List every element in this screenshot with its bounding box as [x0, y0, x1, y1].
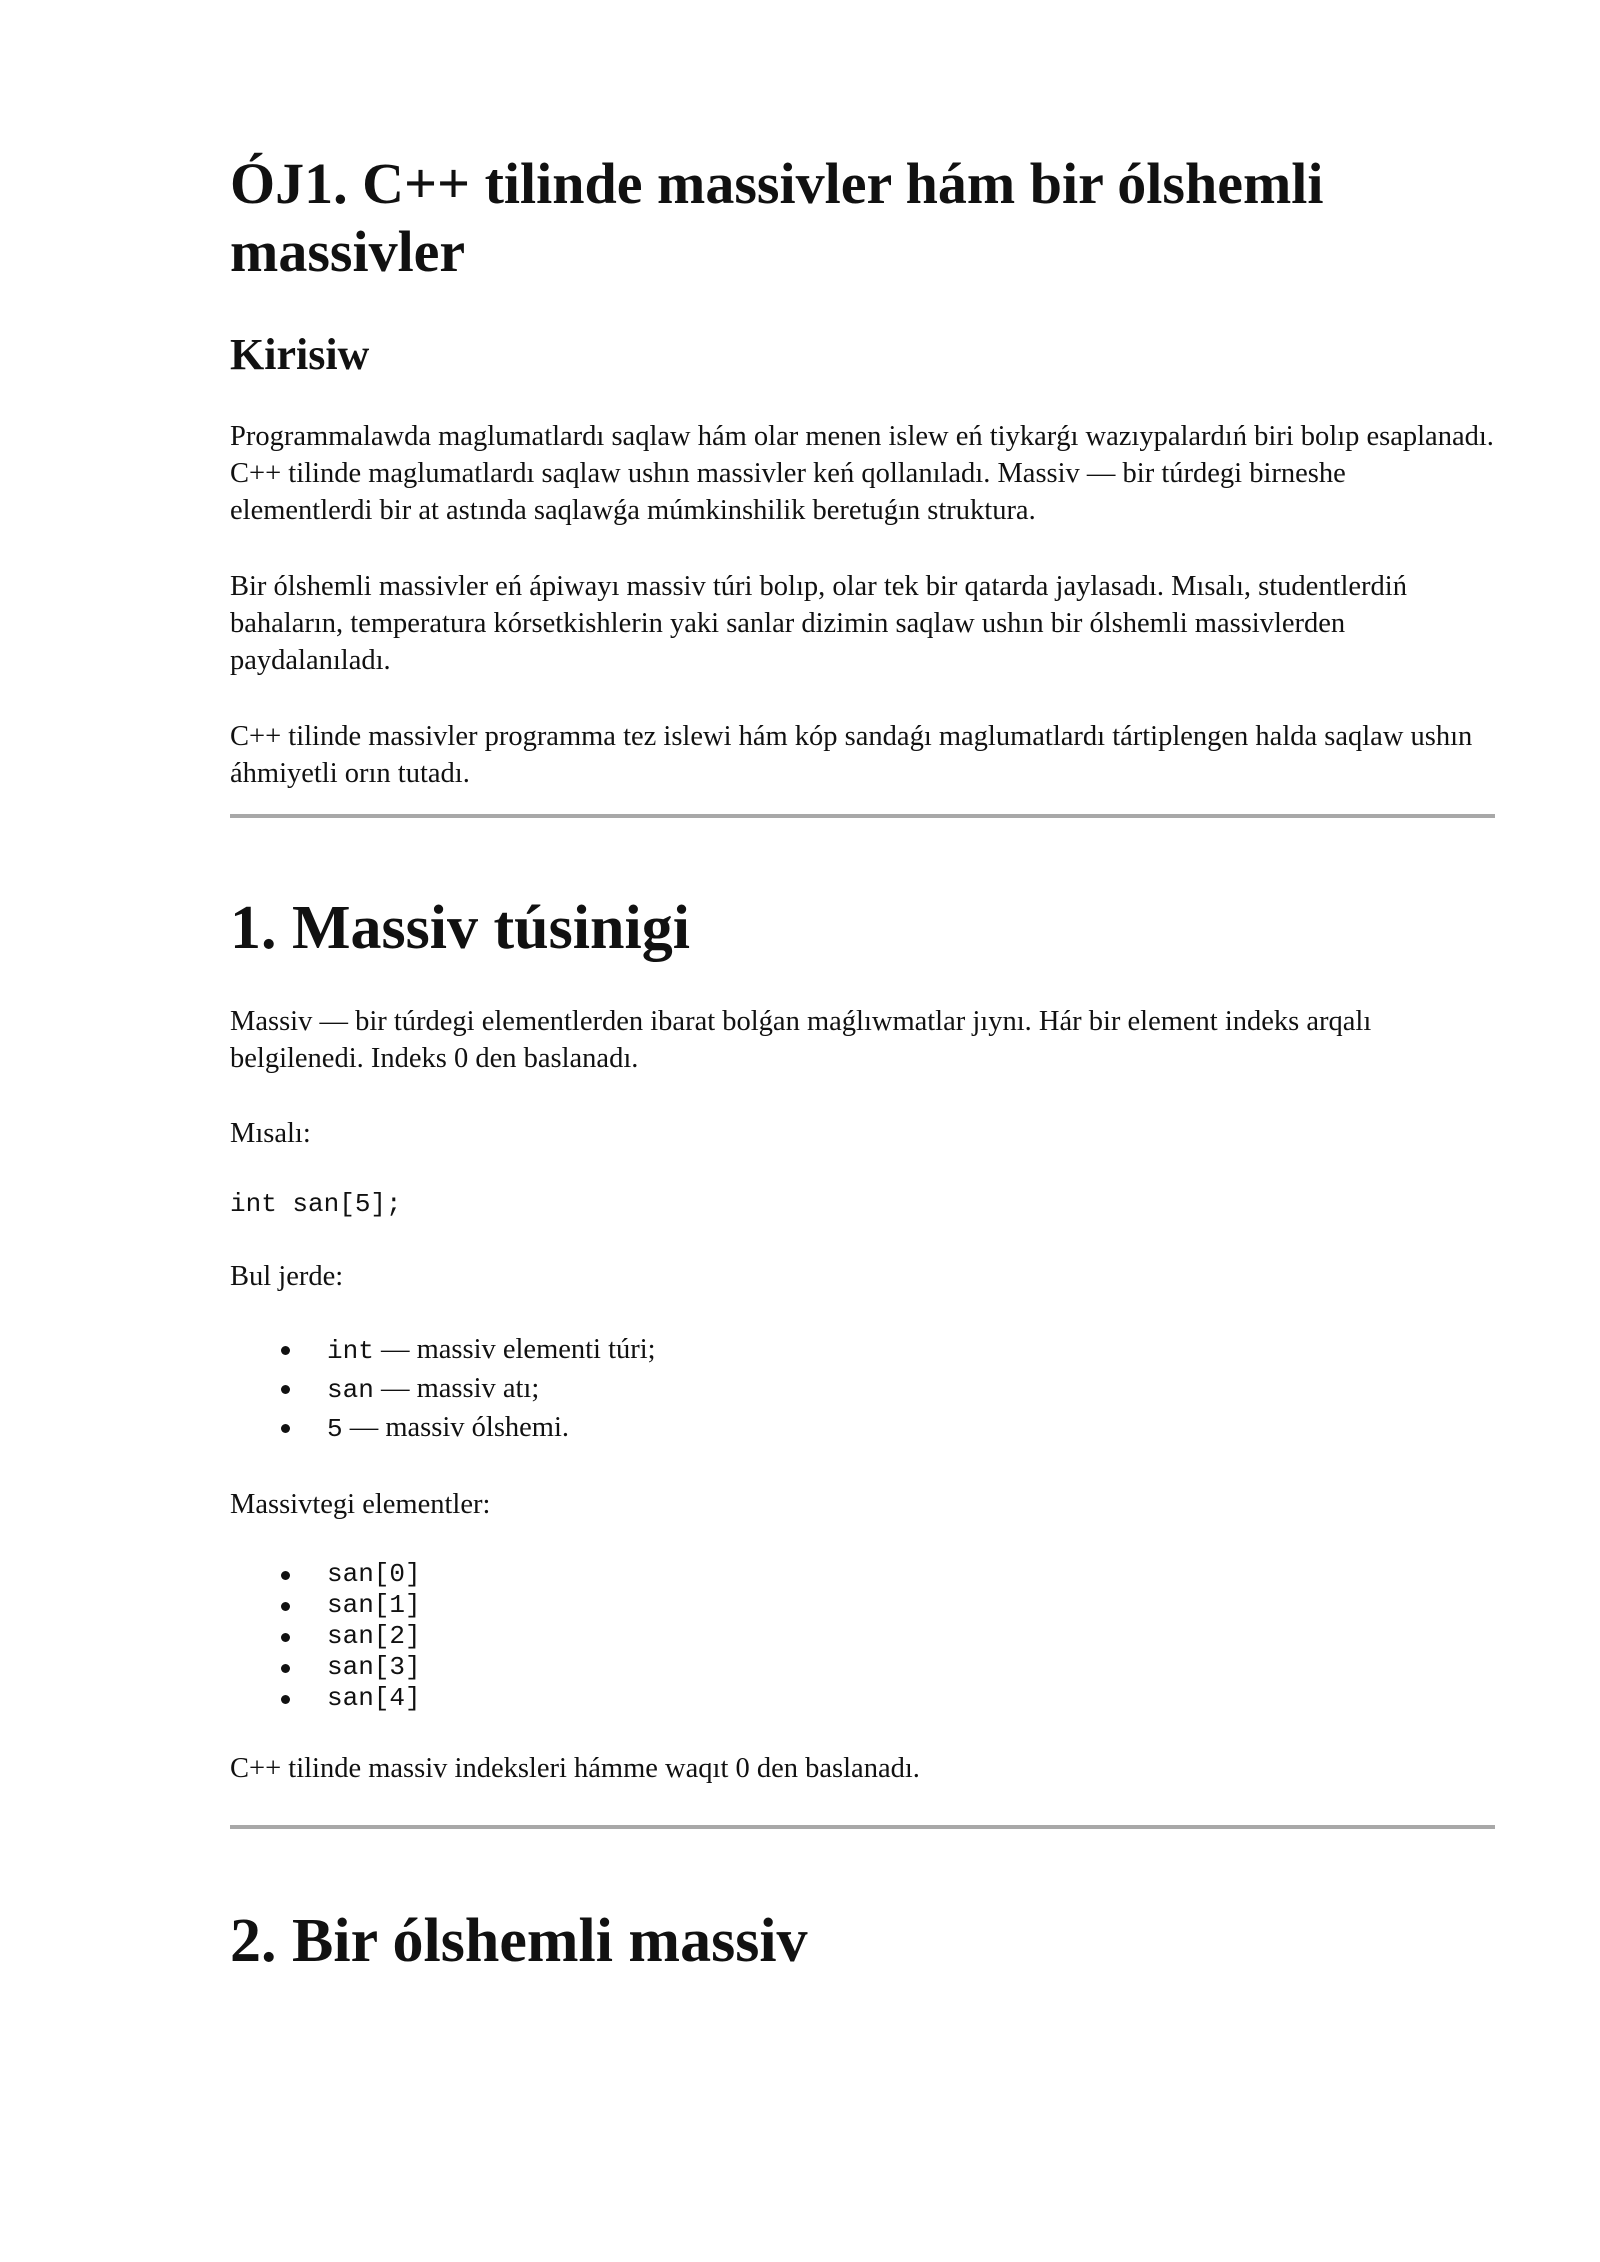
list-item: san[4] [230, 1683, 1495, 1714]
list-item [230, 1331, 1495, 1370]
list-item: san[0] [230, 1559, 1495, 1590]
list-item-text: — massiv ólshemi. [342, 1411, 570, 1443]
inline-code: 5 [327, 1413, 343, 1444]
explanation-list [230, 1331, 1495, 1448]
elements-label: Massivtegi elementler: [230, 1488, 491, 1520]
definition-paragraph: Massiv — bir túrdegi elementlerden ibarat bolǵan maǵlıwmatlar jıynı. Hár bir element indeks arqalı belgilenedi. Indeks 0 den baslanadı. [230, 1005, 1372, 1074]
intro-paragraph: C++ tilinde massivler programma tez islewi hám kóp sandaǵı maglumatlardı tártiplengen halda saqlaw ushın áhmiyetli orın tutadı. [230, 720, 1473, 789]
elements-list [230, 1559, 1495, 1714]
list-item: san[2] [230, 1621, 1495, 1652]
example-label: Mısalı: [230, 1117, 311, 1149]
explanation-label: Bul jerde: [230, 1260, 344, 1292]
list-item [230, 1409, 1495, 1448]
inline-code: int [327, 1335, 374, 1366]
list-item-text: — massiv elementi túri; [373, 1333, 656, 1365]
section-title: 2. Bir ólshemli massiv [230, 1906, 808, 1975]
list-item-text: — massiv atı; [373, 1372, 540, 1404]
list-item: san[3] [230, 1652, 1495, 1683]
note-paragraph: C++ tilinde massiv indeksleri hámme waqıt 0 den baslanadı. [230, 1752, 920, 1784]
document-page [230, 150, 1495, 1978]
intro-paragraph: Bir ólshemli massivler eń ápiwayı massiv túri bolıp, olar tek bir qatarda jaylasadı. Mısalı, studentlerdiń bahaların, temperatura kórsetkishlerin yaki sanlar dizimin saqlaw ushın bir ólshemli massivlerden paydalanıladı. [230, 570, 1407, 676]
code-block: int san[5]; [230, 1188, 402, 1219]
list-item: san[1] [230, 1590, 1495, 1621]
intro-paragraph: Programmalawda maglumatlardı saqlaw hám olar menen islew eń tiykarǵı wazıypalardıń biri bolıp esaplanadı. C++ tilinde maglumatlardı saqlaw ushın massivler keń qollanıladı. Massiv — bir túrdegi birneshe elementlerdi bir at astında saqlawǵa múmkinshilik beretuǵın struktura. [230, 420, 1494, 526]
section-divider [230, 1825, 1495, 1829]
section-divider [230, 814, 1495, 818]
inline-code: san [327, 1374, 374, 1405]
section-title: 1. Massiv túsinigi [230, 893, 690, 962]
list-item [230, 1370, 1495, 1409]
intro-heading: Kirisiw [230, 329, 370, 379]
document-title: ÓJ1. C++ tilinde massivler hám bir ólshemli massivler [230, 151, 1324, 285]
